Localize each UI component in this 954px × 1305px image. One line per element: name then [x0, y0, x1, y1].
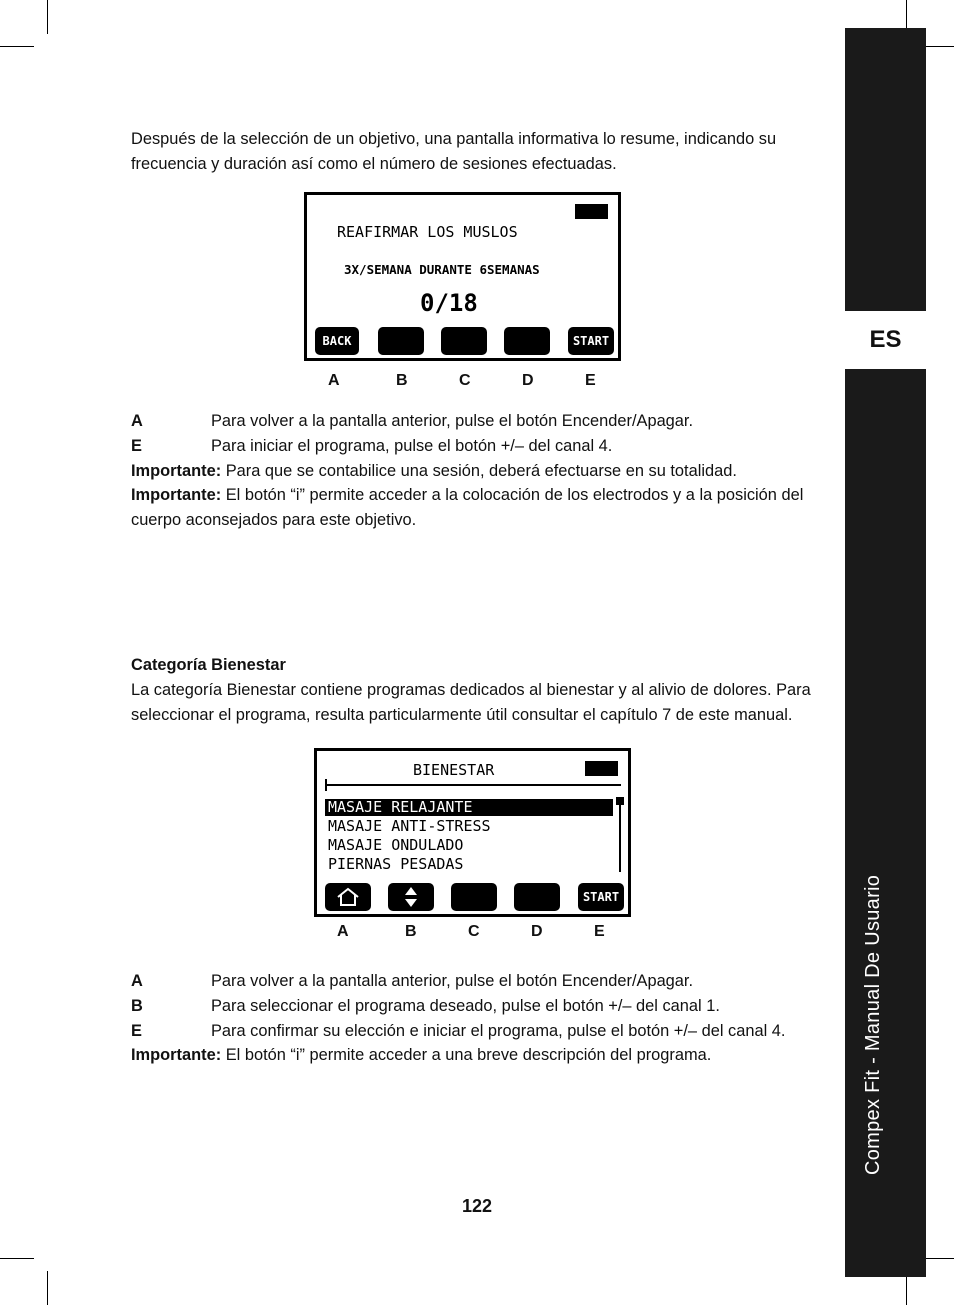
important-note: Importante: El botón “i” permite acceder a una breve descripción del programa.	[131, 1046, 712, 1065]
letter-b: B	[405, 923, 417, 940]
note-row: A Para volver a la pantalla anterior, pulse el botón Encender/Apagar.	[131, 972, 694, 990]
scrollbar-thumb[interactable]	[616, 797, 624, 805]
session-counter: 0/18	[420, 289, 478, 317]
battery-icon	[585, 761, 618, 776]
side-tab-bottom	[845, 369, 926, 1277]
softkey-d[interactable]	[504, 327, 550, 355]
letter-a: A	[337, 923, 349, 940]
note-row: A Para volver a la pantalla anterior, pulse el botón Encender/Apagar.	[131, 412, 694, 430]
list-item[interactable]: PIERNAS PESADAS	[328, 855, 464, 873]
list-item[interactable]: MASAJE RELAJANTE	[328, 798, 473, 816]
page-number: 122	[461, 1196, 493, 1216]
list-item[interactable]: MASAJE ANTI-STRESS	[328, 817, 491, 835]
notes-block-2	[131, 969, 826, 1068]
softkey-d[interactable]	[514, 883, 560, 911]
back-button[interactable]: BACK	[315, 327, 359, 355]
softkey-b[interactable]	[378, 327, 424, 355]
scrollbar[interactable]	[619, 797, 621, 872]
device-screen-bienestar	[314, 748, 631, 917]
letter-e: E	[585, 372, 596, 389]
crop-mark	[47, 1271, 48, 1305]
side-tab-top	[845, 28, 926, 311]
section-bienestar	[131, 653, 826, 727]
section-heading: Categoría Bienestar	[131, 656, 286, 674]
letter-e: E	[594, 923, 605, 940]
start-button[interactable]: START	[568, 327, 614, 355]
important-note: Importante: El botón “i” permite acceder a la colocación de los electrodos y a la posición del cuerpo aconsejados para este objetivo.	[131, 486, 804, 530]
softkey-c[interactable]	[441, 327, 487, 355]
language-tab: ES	[869, 325, 902, 353]
side-tab-title: Compex Fit - Manual De Usuario	[862, 874, 884, 1175]
letter-d: D	[522, 372, 534, 389]
home-button[interactable]	[325, 883, 371, 911]
crop-mark	[0, 1258, 34, 1259]
notes-block-1	[131, 409, 826, 533]
section-body: La categoría Bienestar contiene programas dedicados al bienestar y al alivio de dolores. Para seleccionar el programa, resulta particularmente útil consultar el capítulo 7 de este manual.	[131, 680, 811, 724]
start-button[interactable]: START	[578, 883, 624, 911]
screen-subtitle: 3X/SEMANA DURANTE 6SEMANAS	[344, 262, 540, 277]
screen-title: REAFIRMAR LOS MUSLOS	[337, 223, 518, 241]
progress-rule-end	[325, 779, 327, 791]
letter-a: A	[328, 372, 340, 389]
progress-rule	[325, 784, 621, 786]
note-row: B Para seleccionar el programa deseado, pulse el botón +/– del canal 1.	[131, 996, 720, 1015]
crop-mark	[0, 46, 34, 47]
intro-paragraph: Después de la selección de un objetivo, una pantalla informativa lo resume, indicando su frecuencia y duración así como el número de sesiones efectuadas.	[131, 130, 777, 173]
screen-title: BIENESTAR	[413, 761, 495, 779]
letter-b: B	[396, 372, 408, 389]
battery-icon	[575, 204, 608, 219]
letter-d: D	[531, 923, 543, 940]
up-down-icon	[403, 886, 419, 908]
note-row: E Para iniciar el programa, pulse el botón +/– del canal 4.	[131, 436, 613, 455]
softkey-c[interactable]	[451, 883, 497, 911]
note-row: E Para confirmar su elección e iniciar el programa, pulse el botón +/– del canal 4.	[131, 1021, 786, 1040]
device-screen-objective	[304, 192, 621, 361]
home-icon	[335, 887, 361, 907]
important-note: Importante: Para que se contabilice una sesión, deberá efectuarse en su totalidad.	[131, 461, 737, 480]
letter-c: C	[459, 372, 471, 389]
up-down-button[interactable]	[388, 883, 434, 911]
list-item[interactable]: MASAJE ONDULADO	[328, 836, 464, 854]
crop-mark	[47, 0, 48, 34]
letter-c: C	[468, 923, 480, 940]
